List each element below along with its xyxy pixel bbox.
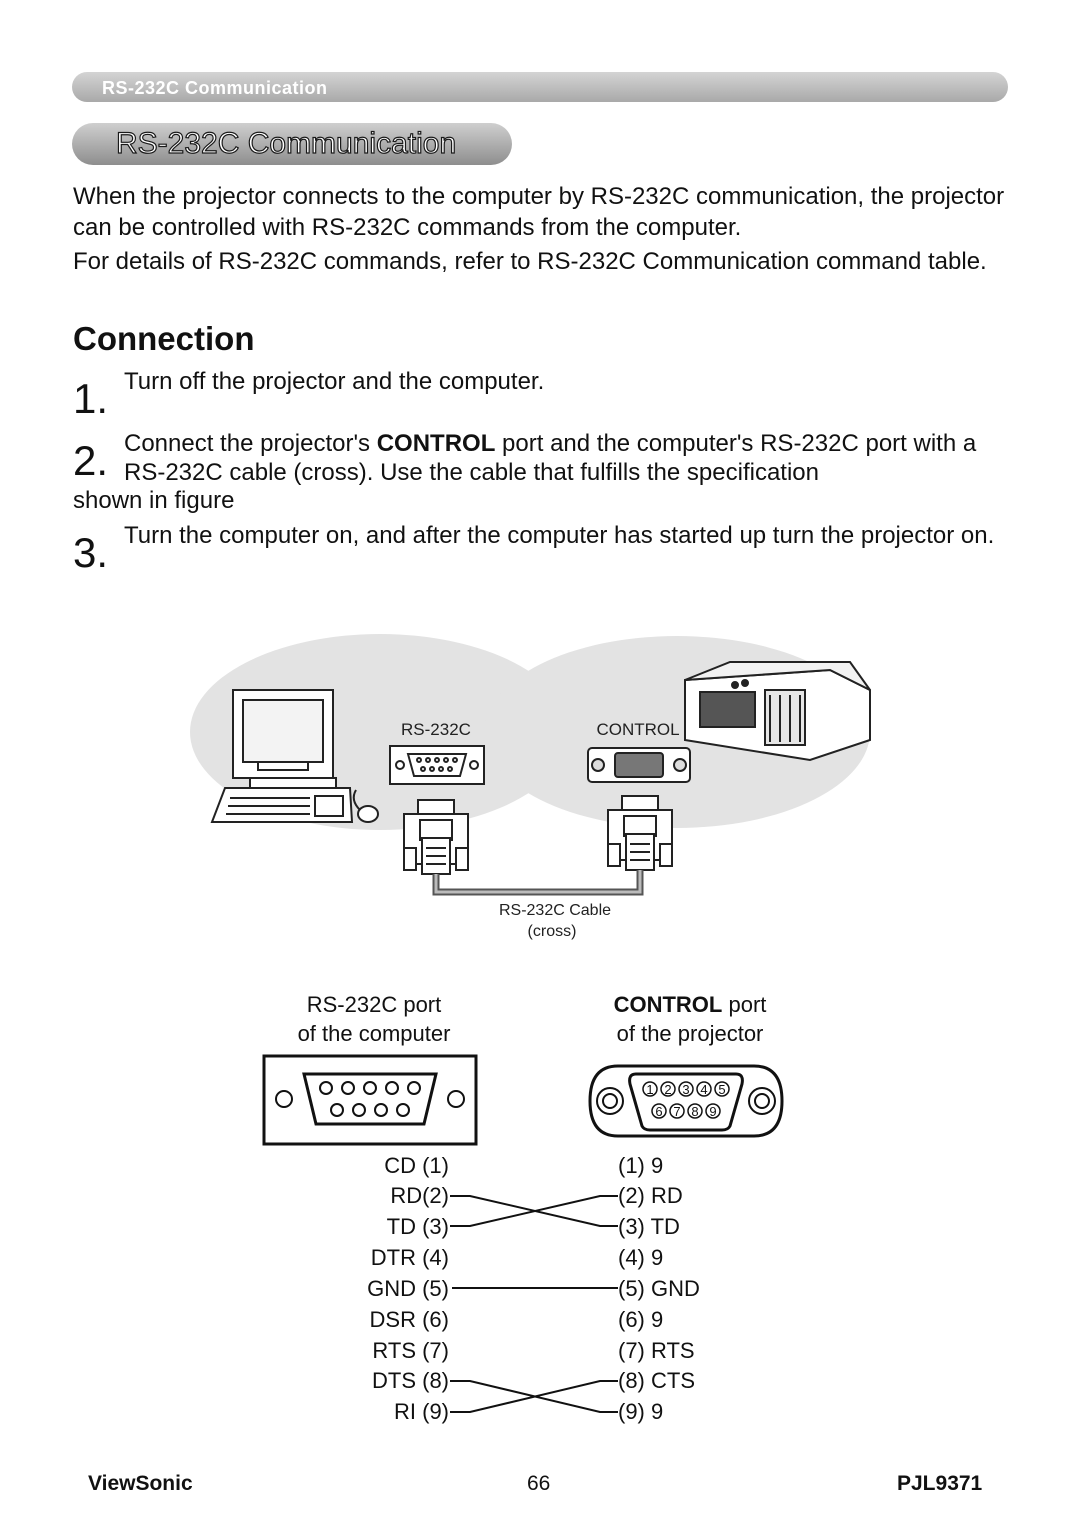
pin-left-1: CD (1) (384, 1153, 449, 1178)
pin-right-3: (3) TD (618, 1214, 680, 1239)
pin-number-3: 3 (682, 1082, 690, 1097)
pin-number-4: 4 (700, 1082, 708, 1097)
connection-heading: Connection (73, 320, 255, 357)
projector-port-caption-line-2: of the projector (616, 1021, 764, 1046)
projector-port-caption-bold: CONTROL (613, 992, 723, 1017)
footer-page-number: 66 (527, 1472, 551, 1495)
computer-port-caption-line-1: RS-232C port (306, 992, 442, 1017)
pin-left-5: GND (5) (367, 1276, 449, 1301)
intro-paragraph-2: For details of RS-232C commands, refer to RS-232C Communication command table. (73, 248, 987, 275)
pin-number-9: 9 (709, 1104, 717, 1119)
pin-right-7: (7) RTS (618, 1338, 695, 1363)
pin-right-8: (8) CTS (618, 1368, 695, 1393)
wire-ri-to-cts (450, 1381, 618, 1412)
header-title: RS-232C Communication (102, 78, 328, 98)
pin-left-6: DSR (6) (369, 1307, 449, 1332)
step-2-number: 2. (73, 437, 109, 484)
section-title: RS-232C Communication (116, 127, 457, 160)
pin-left-2: RD(2) (390, 1183, 449, 1208)
pin-left-9: RI (9) (394, 1399, 449, 1424)
step-3-number: 3. (73, 529, 109, 576)
step-3-text: Turn the computer on, and after the computer has started up turn the projector on. (124, 522, 995, 549)
pin-number-5: 5 (718, 1082, 726, 1097)
pin-left-4: DTR (4) (370, 1245, 449, 1270)
step-1-number: 1. (73, 375, 109, 422)
pin-right-2: (2) RD (618, 1183, 683, 1208)
intro-paragraph-1: When the projector connects to the computer by RS-232C communication, the projector can be controlled with RS-232C commands from the computer. (73, 183, 1005, 241)
pin-left-7: RTS (7) (372, 1338, 449, 1363)
computer-port-caption-line-2: of the computer (297, 1021, 451, 1046)
pin-number-6: 6 (655, 1104, 663, 1119)
cable-label-line-1: RS-232C Cable (498, 902, 612, 919)
step-2-text-continued: shown in figure (73, 487, 235, 514)
pin-number-8: 8 (691, 1104, 699, 1119)
rs232c-figure-label: RS-232C (401, 720, 471, 739)
footer-brand: ViewSonic (88, 1472, 193, 1495)
pin-right-1: (1) 9 (618, 1153, 664, 1178)
footer-model: PJL9371 (897, 1472, 983, 1495)
step-1-text: Turn off the projector and the computer. (124, 368, 545, 395)
pin-left-3: TD (3) (386, 1214, 449, 1239)
pin-right-5: (5) GND (618, 1276, 700, 1301)
pin-right-4: (4) 9 (618, 1245, 664, 1270)
control-figure-label: CONTROL (596, 720, 680, 739)
projector-port-caption-rest: port (722, 992, 767, 1017)
step-2-text-pre: Connect the projector's (124, 430, 377, 457)
cable-label-line-2: (cross) (527, 923, 577, 940)
pin-number-2: 2 (664, 1082, 672, 1097)
step-2-text-bold: CONTROL (376, 430, 496, 457)
pin-right-9: (9) 9 (618, 1399, 664, 1424)
pin-left-8: DTS (8) (372, 1368, 449, 1393)
wire-td-to-rd (450, 1196, 618, 1226)
pin-number-7: 7 (673, 1104, 681, 1119)
step-2-text-post: port and the computer's RS-232C port with a RS-232C cable (cross). Use the cable that fulfills the specification (124, 430, 977, 486)
pin-right-6: (6) 9 (618, 1307, 664, 1332)
pin-number-1: 1 (646, 1082, 654, 1097)
